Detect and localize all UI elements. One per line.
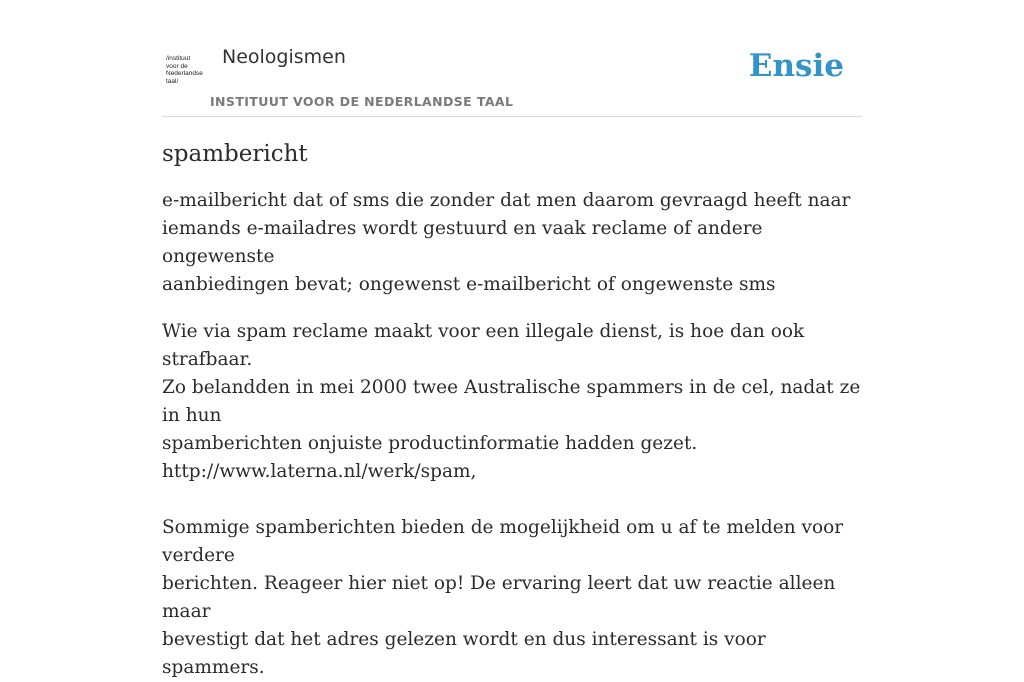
institute-logo[interactable] xyxy=(166,55,208,91)
entry-example-2 xyxy=(162,514,862,682)
logo-line: Nederlandse xyxy=(166,70,203,77)
entry-definition xyxy=(162,187,862,299)
site-subtitle: INSTITUUT VOOR DE NEDERLANDSE TAAL xyxy=(210,94,514,109)
example-line: bevestigt dat het adres gelezen wordt en dus interessant is voor spammers. xyxy=(162,629,766,678)
example-source-line: http://www.laterna.nl/werk/spam, xyxy=(162,461,477,482)
entry-word: spambericht xyxy=(162,141,308,167)
entry-example xyxy=(162,318,862,486)
site-title[interactable]: Neologismen xyxy=(222,46,346,68)
example-line: Zo belandden in mei 2000 twee Australische spammers in de cel, nadat ze in hun xyxy=(162,377,861,426)
logo-line: taal/ xyxy=(166,77,179,85)
example-line: Sommige spamberichten bieden de mogelijkheid om u af te melden voor verdere xyxy=(162,517,844,566)
paragraph-gap xyxy=(162,486,862,514)
logo-line: /instituut xyxy=(166,55,191,62)
example-line: Wie via spam reclame maakt voor een illegale dienst, is hoe dan ook strafbaar. xyxy=(162,321,805,370)
example-line: berichten. Reageer hier niet op! De ervaring leert dat uw reactie alleen maar xyxy=(162,573,836,622)
definition-line: e-mailbericht dat of sms die zonder dat men daarom gevraagd heeft naar xyxy=(162,190,851,211)
definition-line: iemands e-mailadres wordt gestuurd en vaak reclame of andere ongewenste xyxy=(162,218,763,267)
definition-line: aanbiedingen bevat; ongewenst e-mailbericht of ongewenste sms xyxy=(162,274,776,295)
logo-text xyxy=(166,55,208,85)
example-line: spamberichten onjuiste productinformatie hadden gezet. xyxy=(162,433,698,454)
ensie-brand-logo[interactable]: Ensie xyxy=(748,48,844,84)
entry-content xyxy=(162,137,862,682)
site-header xyxy=(162,40,862,117)
logo-line: voor de xyxy=(166,62,188,70)
